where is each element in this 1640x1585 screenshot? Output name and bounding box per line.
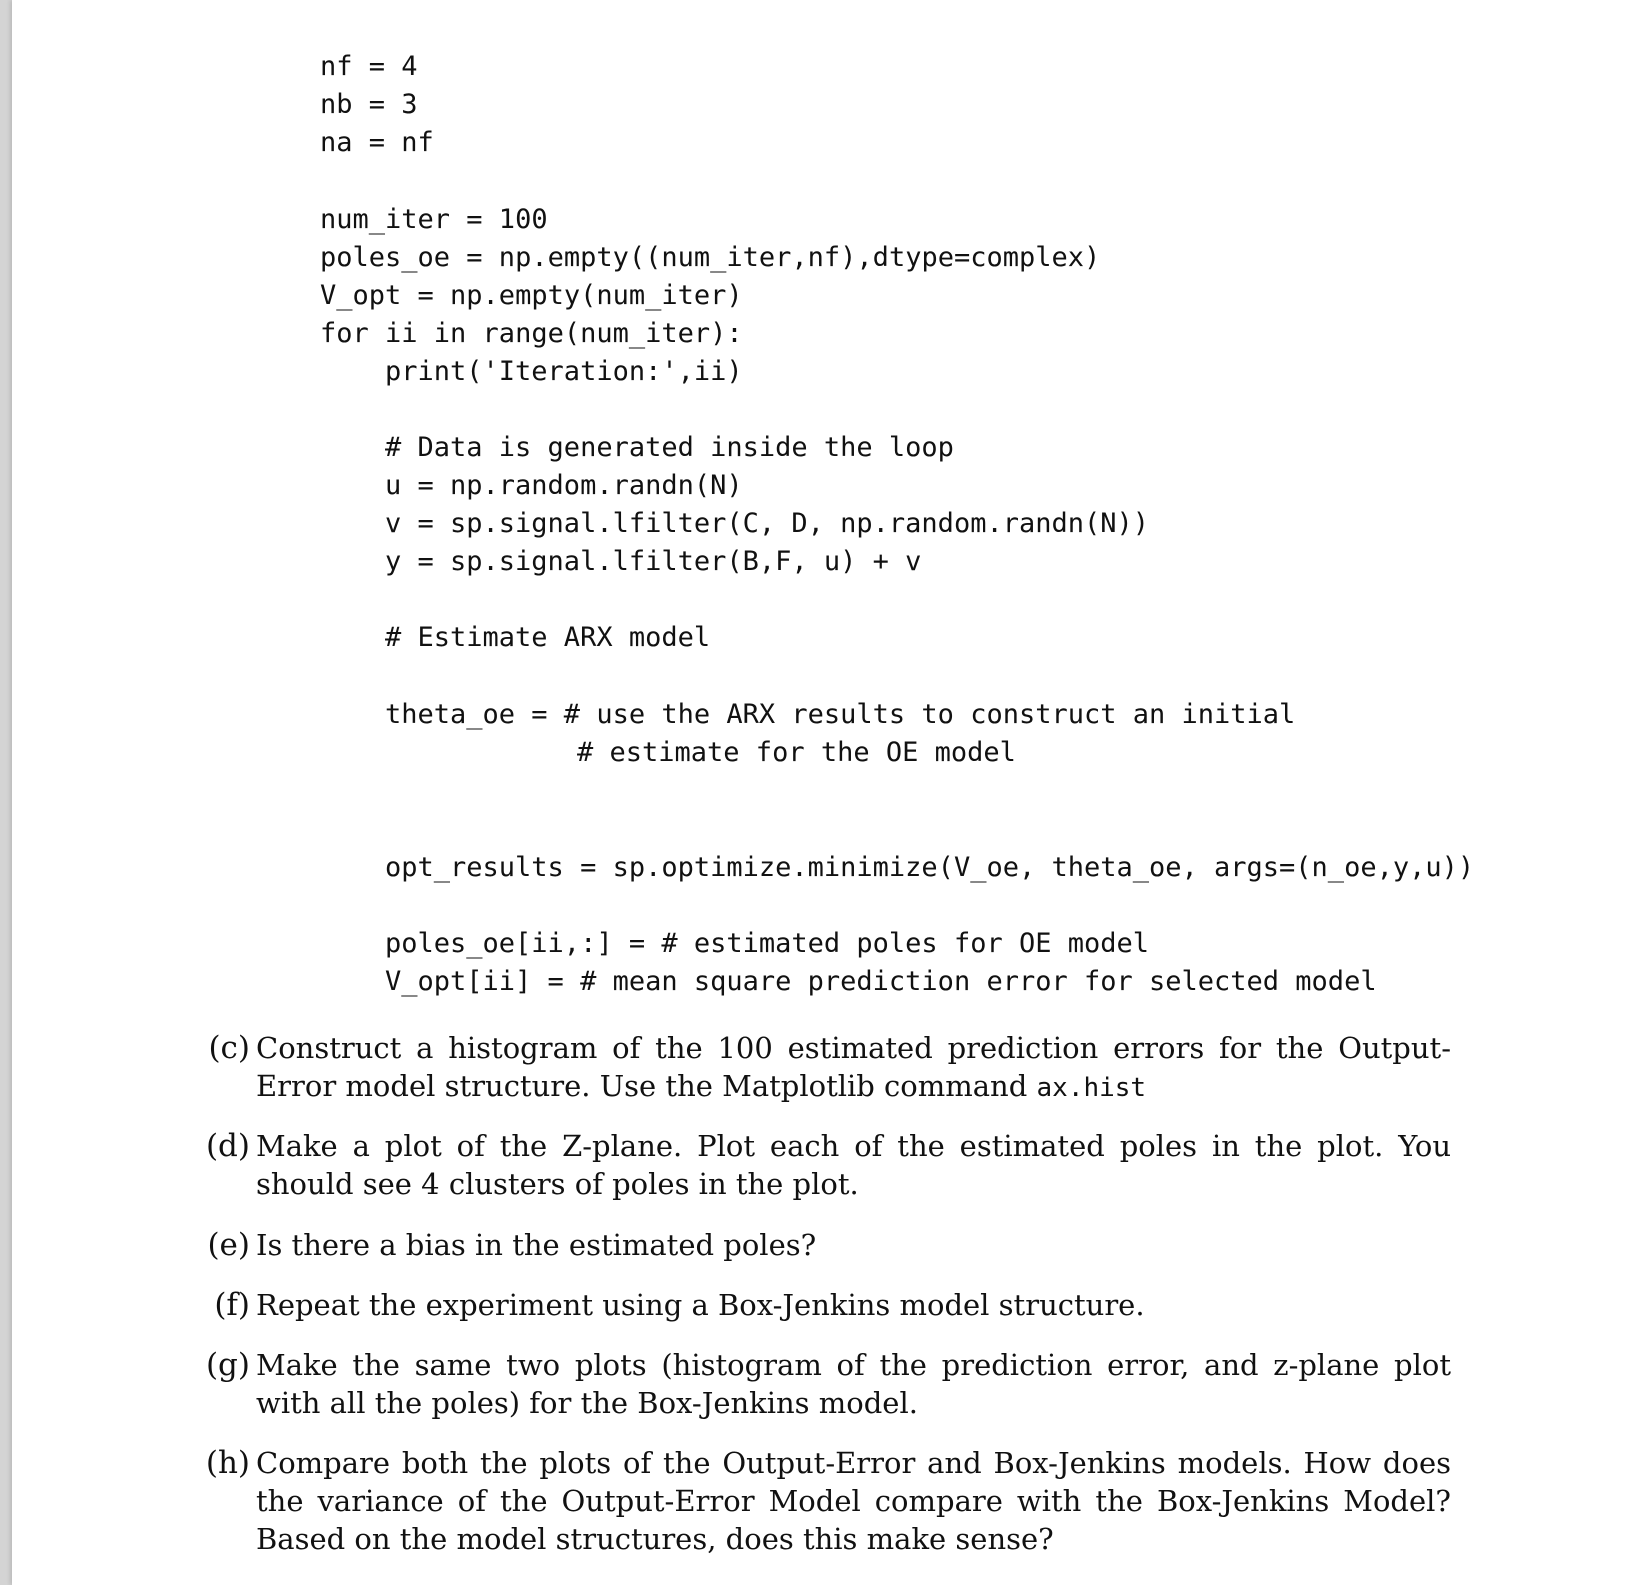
code-line: V_opt[ii] = # mean square prediction error for selected model xyxy=(385,966,1377,997)
code-line: v = sp.signal.lfilter(C, D, np.random.randn(N)) xyxy=(385,508,1150,539)
code-line: u = np.random.randn(N) xyxy=(385,470,743,501)
item-text: Repeat the experiment using a Box-Jenkins model structure. xyxy=(256,1288,1145,1322)
item-text xyxy=(256,1029,1451,1107)
code-line: na = nf xyxy=(320,127,434,158)
code-line: nb = 3 xyxy=(320,89,418,120)
code-line: V_opt = np.empty(num_iter) xyxy=(320,280,743,311)
item-label: (g) xyxy=(205,1347,250,1383)
item-label: (e) xyxy=(207,1227,250,1263)
item-text: Is there a bias in the estimated poles? xyxy=(256,1228,817,1262)
item-text: Make the same two plots (histogram of the prediction error, and z-plane plot with all the poles) for the Box-Jenkins model. xyxy=(256,1348,1451,1420)
item-text: Compare both the plots of the Output-Error and Box-Jenkins models. How does the variance of the Output-Error Model compare with the Box-Jenkins Model? Based on the model structures, does this make sense? xyxy=(256,1446,1451,1556)
item-label: (d) xyxy=(205,1128,250,1164)
code-line: num_iter = 100 xyxy=(320,204,548,235)
item-text-body: Construct a histogram of the 100 estimated prediction errors for the Output-Error model structure. Use the Matplotlib command xyxy=(256,1031,1451,1103)
item-text: Make a plot of the Z-plane. Plot each of the estimated poles in the plot. You should see 4 clusters of poles in the plot. xyxy=(256,1129,1451,1201)
item-label: (h) xyxy=(205,1445,250,1481)
item-label: (c) xyxy=(208,1030,250,1066)
inline-code: ax.hist xyxy=(1036,1073,1147,1103)
document-page xyxy=(12,0,1640,1585)
code-comment: # Data is generated inside the loop xyxy=(385,432,954,463)
code-comment: # estimate for the OE model xyxy=(577,737,1016,768)
code-line: y = sp.signal.lfilter(B,F, u) + v xyxy=(385,546,922,577)
code-comment: # Estimate ARX model xyxy=(385,622,711,653)
code-line: poles_oe[ii,:] = # estimated poles for OE model xyxy=(385,928,1150,959)
code-line: opt_results = sp.optimize.minimize(V_oe, theta_oe, args=(n_oe,y,u)) xyxy=(385,852,1475,883)
code-line: poles_oe = np.empty((num_iter,nf),dtype=complex) xyxy=(320,242,1101,273)
code-line: theta_oe = # use the ARX results to construct an initial xyxy=(385,699,1296,730)
item-label: (f) xyxy=(214,1287,250,1323)
code-line: print('Iteration:',ii) xyxy=(385,356,743,387)
code-line: nf = 4 xyxy=(320,51,418,82)
code-line: for ii in range(num_iter): xyxy=(320,318,743,349)
